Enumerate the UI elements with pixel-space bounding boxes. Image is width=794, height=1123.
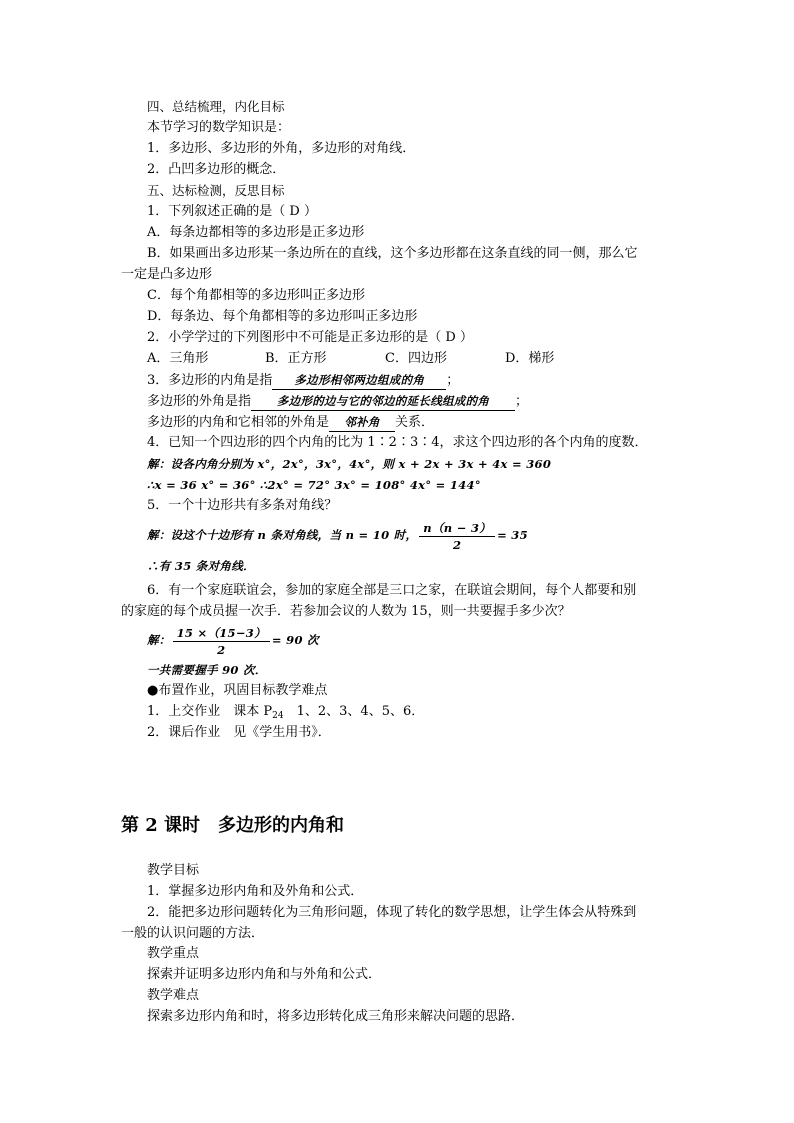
q1-option-a: A．每条边都相等的多边形是正多边形 — [147, 225, 365, 240]
homework-item-2: 2．课后作业 见《学生用书》． — [147, 725, 331, 740]
question-3-relation — [147, 413, 434, 432]
q6-conclusion: 一共需要握手 90 次． — [147, 663, 267, 677]
goal-2-cont: 一般的认识问题的方法． — [121, 926, 265, 941]
q2-option-a: A．三角形 — [147, 351, 209, 366]
question-5: 5．一个十边形共有多条对角线？ — [147, 498, 338, 513]
section-4-title: 四、总结梳理，内化目标 — [147, 99, 285, 114]
hw1-suffix: 1、2、3、4、5、6． — [283, 704, 425, 719]
hw1-prefix: 1．上交作业 课本 P — [147, 704, 273, 719]
q1-option-b-cont: 一定是凸多边形 — [121, 267, 213, 282]
question-4: 4．已知一个四边形的四个内角的比为 1∶2∶3∶4，求这个四边形的各个内角的度数． — [147, 435, 648, 450]
question-6-cont: 的家庭的每个成员握一次手．若参加会议的人数为 15，则一共要握手多少次？ — [121, 604, 571, 619]
question-3-exterior — [147, 392, 528, 411]
q2-option-d: D．梯形 — [505, 351, 555, 366]
q1-option-c: C．每个角都相等的多边形叫正多边形 — [147, 288, 365, 303]
q3b-suffix: ； — [515, 394, 529, 409]
question-3 — [147, 371, 459, 390]
q6-denominator: 2 — [217, 642, 226, 657]
q6-fraction — [173, 625, 270, 658]
q6-solution — [147, 620, 319, 660]
q3-prefix: 3．多边形的内角是指 — [147, 373, 273, 388]
key-points-heading: 教学重点 — [147, 946, 200, 961]
q6-result: = 90 次 — [271, 633, 319, 647]
q3c-prefix: 多边形的内角和它相邻的外角是 — [147, 415, 330, 430]
homework-title: ●布置作业，巩固目标教学难点 — [147, 683, 328, 698]
summary-item-2: 2．凸凹多边形的概念． — [147, 162, 286, 177]
q6-sol-prefix: 解： — [147, 633, 171, 647]
q5-sol-prefix: 解：设这个十边形有 n 条对角线，当 n = 10 时， — [147, 528, 418, 542]
section-5-title: 五、达标检测，反思目标 — [147, 183, 285, 198]
q3-suffix: ； — [446, 373, 460, 388]
q3c-suffix: 关系． — [395, 415, 435, 430]
q3-answer: 多边形相邻两边组成的角 — [272, 371, 446, 390]
q5-denominator: 2 — [453, 537, 462, 552]
q6-numerator: 15 ×（15−3） — [173, 625, 270, 642]
q3b-prefix: 多边形的外角是指 — [147, 394, 252, 409]
q5-result: = 35 — [497, 528, 528, 542]
goals-heading: 教学目标 — [147, 863, 200, 878]
goal-2: 2．能把多边形问题转化为三角形问题，体现了转化的数学思想，让学生体会从特殊到 — [147, 905, 637, 920]
section-4-intro: 本节学习的数学知识是： — [147, 120, 291, 135]
goal-1: 1．掌握多边形内角和及外角和公式． — [147, 884, 364, 899]
difficulties-heading: 教学难点 — [147, 988, 200, 1003]
q1-option-d: D．每条边、每个角都相等的多边形叫正多边形 — [147, 309, 418, 324]
q5-conclusion: ∴有 35 条对角线． — [147, 559, 255, 573]
hw1-page-sub: 24 — [272, 711, 284, 721]
q2-option-c: C．四边形 — [385, 351, 447, 366]
q3b-answer: 多边形的边与它的邻边的延长线组成的角 — [251, 392, 515, 411]
question-6: 6．有一个家庭联谊会，参加的家庭全部是三口之家，在联谊会期间，每个人都要和别 — [147, 583, 637, 598]
q5-fraction — [419, 520, 495, 553]
homework-item-1 — [147, 703, 424, 725]
q1-option-b: B．如果画出多边形某一条边所在的直线，这个多边形都在这条直线的同一侧，那么它 — [147, 246, 638, 261]
q4-solution-2: ∴x = 36 x° = 36° ∴2x° = 72° 3x° = 108° 4x° = 144° — [147, 478, 481, 492]
lesson-2-title: 第 2 课时 多边形的内角和 — [121, 815, 345, 836]
key-points: 探索并证明多边形内角和与外角和公式． — [147, 967, 382, 982]
q5-solution — [147, 515, 528, 555]
difficulties: 探索多边形内角和时，将多边形转化成三角形来解决问题的思路． — [147, 1009, 525, 1024]
q4-solution-1: 解：设各内角分别为 x°，2x°，3x°，4x°，则 x + 2x + 3x + 4x = 360 — [147, 457, 552, 471]
q5-numerator: n（n − 3） — [419, 520, 495, 537]
q2-option-b: B．正方形 — [265, 351, 327, 366]
question-2: 2．小学学过的下列图形中不可能是正多边形的是（ D ） — [147, 330, 473, 345]
question-1: 1．下列叙述正确的是（ D ） — [147, 204, 317, 219]
summary-item-1: 1．多边形、多边形的外角，多边形的对角线． — [147, 141, 416, 156]
q3c-answer: 邻补角 — [329, 413, 395, 432]
